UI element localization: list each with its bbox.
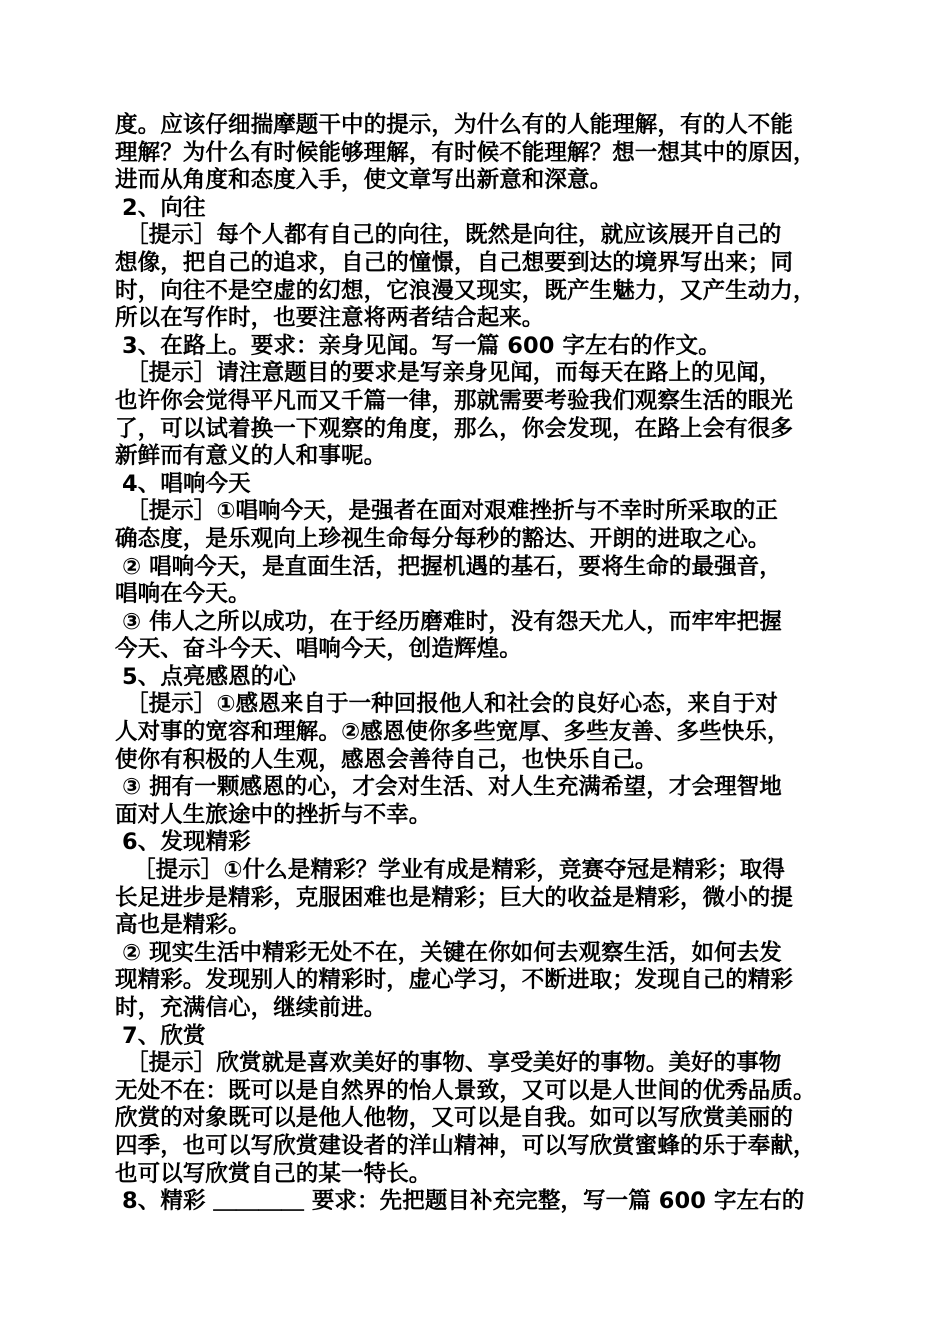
text-line: 时，充满信心，继续前进。 <box>115 995 387 1021</box>
text-line: 3、在路上。要求：亲身见闻。写一篇 600 字左右的作文。 <box>122 332 721 359</box>
text-line: 了，可以试着换一下观察的角度，那么，你会发现，在路上会有很多 <box>115 415 794 442</box>
text-line: 唱响在今天。 <box>115 581 251 608</box>
text-line: 4、唱响今天 <box>122 470 251 497</box>
text-line: 四季，也可以写欣赏建设者的洋山精神，可以写欣赏蜜蜂的乐于奉献， <box>115 1132 816 1159</box>
text-line: ［提示］①感恩来自于一种回报他人和社会的良好心态，来自于对 <box>126 691 778 718</box>
text-line: ③ 伟人之所以成功，在于经历磨难时，没有怨天尤人，而牢牢把握 <box>122 608 782 635</box>
text-line: ［提示］①什么是精彩？学业有成是精彩，竞赛夺冠是精彩；取得 <box>133 857 785 884</box>
text-line: 所以在写作时，也要注意将两者结合起来。 <box>115 305 545 332</box>
text-line: 高也是精彩。 <box>115 912 251 939</box>
text-line: ［提示］欣赏就是喜欢美好的事物、享受美好的事物。美好的事物 <box>126 1050 782 1077</box>
text-line: 欣赏的对象既可以是他人他物，又可以是自我。如可以写欣赏美丽的 <box>115 1105 794 1132</box>
text-line: 新鲜而有意义的人和事呢。 <box>115 443 387 470</box>
text-line: ② 现实生活中精彩无处不在，关键在你如何去观察生活，如何去发 <box>122 939 782 966</box>
document-page <box>115 112 845 1216</box>
text-line: ［提示］请注意题目的要求是写亲身见闻，而每天在路上的见闻， <box>126 360 782 387</box>
text-line: 无处不在：既可以是自然界的怡人景致，又可以是人世间的优秀品质。 <box>115 1077 816 1104</box>
text-line: 今天、奋斗今天、唱响今天，创造辉煌。 <box>115 636 522 663</box>
text-line: 面对人生旅途中的挫折与不幸。 <box>115 801 432 828</box>
text-line: 人对事的宽容和理解。②感恩使你多些宽厚、多些友善、多些快乐， <box>115 719 790 746</box>
text-line: 理解？为什么有时候能够理解，有时候不能理解？想一想其中的原因， <box>115 139 816 166</box>
text-line: ③ 拥有一颗感恩的心，才会对生活、对人生充满希望，才会理智地 <box>122 774 782 801</box>
text-line: 也可以写欣赏自己的某一特长。 <box>115 1160 432 1187</box>
text-line: ［提示］每个人都有自己的向往，既然是向往，就应该展开自己的 <box>126 222 782 249</box>
text-line: 度。应该仔细揣摩题干中的提示，为什么有的人能理解，有的人不能 <box>115 112 794 138</box>
text-line: 长足进步是精彩，克服困难也是精彩；巨大的收益是精彩，微小的提 <box>115 884 794 911</box>
text-line: 5、点亮感恩的心 <box>122 663 296 690</box>
text-line: 也许你会觉得平凡而又千篇一律，那就需要考验我们观察生活的眼光 <box>115 387 794 414</box>
text-line: ［提示］①唱响今天，是强者在面对艰难挫折与不幸时所采取的正 <box>126 498 778 525</box>
text-line: 现精彩。发现别人的精彩时，虚心学习，不断进取；发现自己的精彩 <box>115 967 794 994</box>
text-line: 6、发现精彩 <box>122 829 251 856</box>
text-line: 确态度，是乐观向上珍视生命每分每秒的豁达、开朗的进取之心。 <box>115 525 771 552</box>
text-line: 想像，把自己的追求，自己的憧憬，自己想要到达的境界写出来；同 <box>115 249 794 276</box>
text-line: ② 唱响今天，是直面生活，把握机遇的基石，要将生命的最强音， <box>122 553 782 580</box>
text-line: 7、欣赏 <box>122 1022 206 1049</box>
text-line: 8、精彩 ＿＿＿＿ 要求：先把题目补充完整，写一篇 600 字左右的 <box>122 1188 805 1215</box>
text-line: 2、向往 <box>122 194 206 221</box>
text-line: 使你有积极的人生观，感恩会善待自己，也快乐自己。 <box>115 746 658 773</box>
text-line: 进而从角度和态度入手，使文章写出新意和深意。 <box>115 167 613 194</box>
text-line: 时，向往不是空虚的幻想，它浪漫又现实，既产生魅力，又产生动力， <box>115 277 816 304</box>
